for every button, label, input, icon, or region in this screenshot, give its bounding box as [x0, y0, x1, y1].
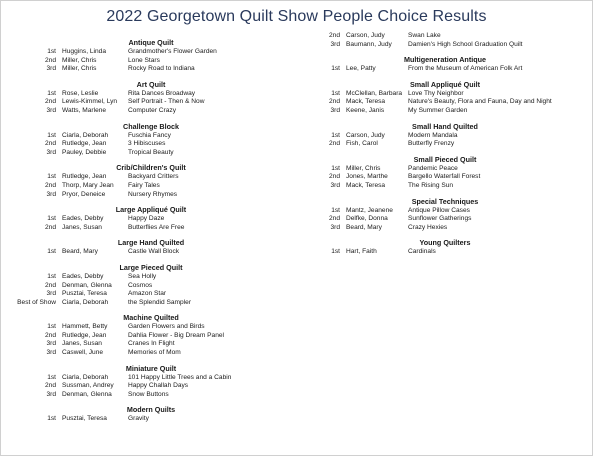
result-row: [6, 107, 296, 116]
quilt-title: Backyard Critters: [128, 173, 179, 181]
result-row: [300, 32, 590, 41]
placement: 2nd: [44, 223, 56, 231]
placement: 3rd: [46, 148, 56, 156]
result-row: [6, 182, 296, 191]
quilt-title: Amazon Star: [128, 290, 167, 298]
result-row: [300, 182, 590, 191]
placement: 2nd: [44, 181, 56, 189]
quilter-name: Rutledge, Jean: [62, 331, 107, 339]
quilter-name: Miller, Chris: [62, 56, 97, 64]
quilter-name: Sussman, Andrey: [62, 382, 114, 390]
quilter-name: Eades, Debby: [62, 272, 104, 280]
quilter-name: Lee, Patty: [346, 65, 376, 73]
placement: 3rd: [330, 106, 340, 114]
quilter-name: Ciarla, Deborah: [62, 373, 109, 381]
quilt-title: Dahlia Flower - Big Dream Panel: [128, 331, 225, 339]
category-heading: Art Quilt: [136, 79, 166, 89]
placement: 1st: [331, 164, 340, 172]
quilter-name: Hart, Faith: [346, 248, 377, 256]
quilter-name: Mack, Teresa: [346, 181, 386, 189]
placement: 2nd: [44, 56, 56, 64]
category-heading: Crib/Children's Quilt: [116, 163, 186, 173]
right-results-column: [300, 32, 590, 257]
quilt-title: Butterfly Frenzy: [408, 140, 455, 148]
result-row: [6, 415, 296, 424]
result-row: [6, 248, 296, 257]
quilter-name: Mantz, Jeanene: [346, 206, 393, 214]
quilt-title: Computer Crazy: [128, 106, 177, 114]
quilter-name: Lewis-Kimmel, Lyn: [62, 98, 118, 106]
quilt-title: Antique Pillow Cases: [408, 206, 470, 214]
placement: Best of Show: [17, 298, 56, 306]
placement: 1st: [331, 248, 340, 256]
quilter-name: Pryor, Deneice: [62, 190, 106, 198]
quilter-name: McClellan, Barbara: [346, 89, 403, 97]
placement: 3rd: [46, 65, 56, 73]
placement: 1st: [47, 248, 56, 256]
result-row: [6, 191, 296, 200]
quilter-name: Miller, Chris: [62, 65, 97, 73]
placement: 2nd: [44, 98, 56, 106]
quilt-title: Modern Mandala: [408, 131, 458, 139]
quilter-name: Pauley, Debbie: [62, 148, 107, 156]
placement: 1st: [47, 215, 56, 223]
page-title: 2022 Georgetown Quilt Show People Choice Results: [106, 8, 487, 25]
quilt-title: Self Portrait - Then & Now: [128, 98, 205, 106]
result-row: [6, 149, 296, 158]
quilt-title: Nursery Rhymes: [128, 190, 178, 198]
placement: 1st: [47, 89, 56, 97]
category-heading: Large Pieced Quilt: [119, 262, 183, 272]
category-heading: Miniature Quilt: [125, 363, 177, 373]
result-row: [6, 215, 296, 224]
quilter-name: Denman, Glenna: [62, 281, 112, 289]
quilter-name: Fish, Carol: [346, 140, 378, 148]
placement: 2nd: [328, 173, 340, 181]
quilt-title: Rita Dances Broadway: [128, 89, 196, 97]
quilter-name: Beard, Mary: [62, 248, 98, 256]
category-heading: Large Hand Quilted: [117, 238, 185, 248]
placement: 3rd: [46, 190, 56, 198]
quilter-name: Carson, Judy: [346, 131, 385, 139]
quilter-name: Pusztai, Teresa: [62, 415, 107, 423]
quilter-name: Keene, Janis: [346, 106, 385, 114]
quilt-title: the Splendid Sampler: [128, 298, 192, 306]
result-row: [6, 173, 296, 182]
result-row: [300, 107, 590, 116]
placement: 2nd: [44, 382, 56, 390]
result-row: [300, 140, 590, 149]
quilt-title: Love Thy Neighbor: [408, 89, 464, 97]
result-row: [6, 273, 296, 282]
quilt-title: Cardinals: [408, 248, 436, 256]
quilter-name: Janes, Susan: [62, 223, 102, 231]
category-heading: Small Pieced Quilt: [413, 154, 477, 164]
placement: 2nd: [44, 331, 56, 339]
result-row: [6, 374, 296, 383]
placement: 1st: [331, 65, 340, 73]
placement: 1st: [47, 323, 56, 331]
result-row: [6, 299, 296, 308]
placement: 1st: [331, 131, 340, 139]
result-row: [6, 332, 296, 341]
result-row: [300, 207, 590, 216]
quilt-title: Cranes In Flight: [128, 340, 175, 348]
category-heading: Antique Quilt: [128, 38, 174, 47]
placement: 1st: [331, 206, 340, 214]
quilt-title: Happy Daze: [128, 215, 165, 223]
quilter-name: Baumann, Judy: [346, 40, 392, 48]
result-row: [300, 248, 590, 257]
placement: 2nd: [328, 140, 340, 148]
left-results-column: [6, 32, 296, 424]
quilter-name: Carson, Judy: [346, 32, 385, 39]
placement: 2nd: [328, 215, 340, 223]
quilter-name: Hammett, Betty: [62, 323, 108, 331]
result-row: [300, 41, 590, 50]
placement: 2nd: [328, 32, 340, 39]
quilt-title: Pandemic Peace: [408, 164, 458, 172]
quilt-title: My Summer Garden: [408, 106, 468, 114]
category-heading: Large Appliqué Quilt: [115, 205, 187, 215]
quilter-name: Watts, Marlene: [62, 106, 107, 114]
result-row: [300, 98, 590, 107]
quilt-title: Nature's Beauty, Flora and Fauna, Day and Night: [408, 98, 552, 106]
placement: 3rd: [46, 290, 56, 298]
category-heading: Modern Quilts: [126, 405, 176, 415]
quilt-title: Fuschia Fancy: [128, 131, 171, 139]
placement: 3rd: [46, 390, 56, 398]
quilter-name: Huggins, Linda: [62, 48, 106, 55]
result-row: [6, 282, 296, 291]
result-row: [6, 132, 296, 141]
quilter-name: Rose, Leslie: [62, 89, 99, 97]
placement: 1st: [47, 415, 56, 423]
placement: 1st: [47, 373, 56, 381]
placement: 3rd: [330, 40, 340, 48]
quilt-title: Castle Wall Block: [128, 248, 180, 256]
placement: 3rd: [330, 181, 340, 189]
quilter-name: Beard, Mary: [346, 223, 382, 231]
category-heading: Challenge Block: [123, 121, 179, 131]
placement: 3rd: [46, 106, 56, 114]
quilt-title: Garden Flowers and Birds: [128, 323, 205, 331]
quilt-title: Sea Holly: [128, 272, 157, 280]
quilt-title: Gravity: [128, 415, 149, 423]
quilt-title: 101 Happy Little Trees and a Cabin: [128, 373, 232, 381]
quilter-name: Rutledge, Jean: [62, 173, 107, 181]
placement: 1st: [47, 173, 56, 181]
result-row: [6, 340, 296, 349]
quilt-title: Rocky Road to Indiana: [128, 65, 195, 73]
category-heading: Young Quilters: [419, 238, 471, 248]
category-heading: Special Techniques: [411, 196, 479, 206]
quilter-name: Ciarla, Deborah: [62, 131, 109, 139]
quilt-title: Lone Stars: [128, 56, 160, 64]
quilt-title: Tropical Beauty: [128, 148, 174, 156]
quilt-title: Bargello Waterfall Forest: [408, 173, 481, 181]
result-row: [300, 132, 590, 141]
placement: 3rd: [330, 223, 340, 231]
result-row: [300, 90, 590, 99]
quilter-name: Mack, Teresa: [346, 98, 386, 106]
result-row: [6, 382, 296, 391]
quilter-name: Delfke, Donna: [346, 215, 388, 223]
category-heading: Machine Quilted: [123, 313, 179, 323]
placement: 1st: [331, 89, 340, 97]
result-row: [6, 391, 296, 400]
result-row: [6, 140, 296, 149]
result-row: [6, 90, 296, 99]
quilt-title: Swan Lake: [408, 32, 441, 39]
quilt-title: The Rising Sun: [408, 181, 454, 189]
quilt-title: Snow Buttons: [128, 390, 169, 398]
placement: 3rd: [46, 349, 56, 357]
placement: 2nd: [328, 98, 340, 106]
quilt-title: Grandmother's Flower Garden: [128, 48, 217, 55]
result-row: [300, 65, 590, 74]
category-heading: Multigeneration Antique: [404, 55, 486, 65]
category-heading: Small Appliqué Quilt: [409, 79, 480, 89]
result-row: [6, 57, 296, 66]
result-row: [300, 224, 590, 233]
quilt-title: Damien's High School Graduation Quilt: [408, 40, 523, 48]
quilt-title: Cosmos: [128, 281, 153, 289]
quilt-title: Butterflies Are Free: [128, 223, 185, 231]
quilter-name: Miller, Chris: [346, 164, 381, 172]
quilter-name: Thorp, Mary Jean: [62, 181, 114, 189]
placement: 2nd: [44, 281, 56, 289]
quilt-title: Sunflower Gatherings: [408, 215, 472, 223]
result-row: [6, 98, 296, 107]
placement: 1st: [47, 131, 56, 139]
result-row: [6, 290, 296, 299]
quilter-name: Jones, Marthe: [346, 173, 388, 181]
quilt-title: Fairy Tales: [128, 181, 160, 189]
result-row: [6, 224, 296, 233]
quilt-title: Crazy Hexies: [408, 223, 448, 231]
result-row: [6, 48, 296, 57]
quilt-title: 3 Hibiscuses: [128, 140, 166, 148]
quilter-name: Janes, Susan: [62, 340, 102, 348]
quilt-title: Happy Challah Days: [128, 382, 189, 390]
result-row: [6, 65, 296, 74]
result-row: [300, 165, 590, 174]
placement: 2nd: [44, 140, 56, 148]
result-row: [300, 173, 590, 182]
result-row: [6, 349, 296, 358]
quilter-name: Caswell, June: [62, 349, 104, 357]
result-row: [300, 215, 590, 224]
result-row: [6, 323, 296, 332]
quilt-title: From the Museum of American Folk Art: [408, 65, 523, 73]
quilter-name: Ciarla, Deborah: [62, 298, 109, 306]
quilter-name: Eades, Debby: [62, 215, 104, 223]
quilter-name: Denman, Glenna: [62, 390, 112, 398]
placement: 3rd: [46, 340, 56, 348]
category-heading: Small Hand Quilted: [412, 121, 478, 131]
placement: 1st: [47, 272, 56, 280]
quilter-name: Pusztai, Teresa: [62, 290, 107, 298]
quilter-name: Rutledge, Jean: [62, 140, 107, 148]
quilt-title: Memories of Mom: [128, 349, 181, 357]
placement: 1st: [47, 48, 56, 55]
